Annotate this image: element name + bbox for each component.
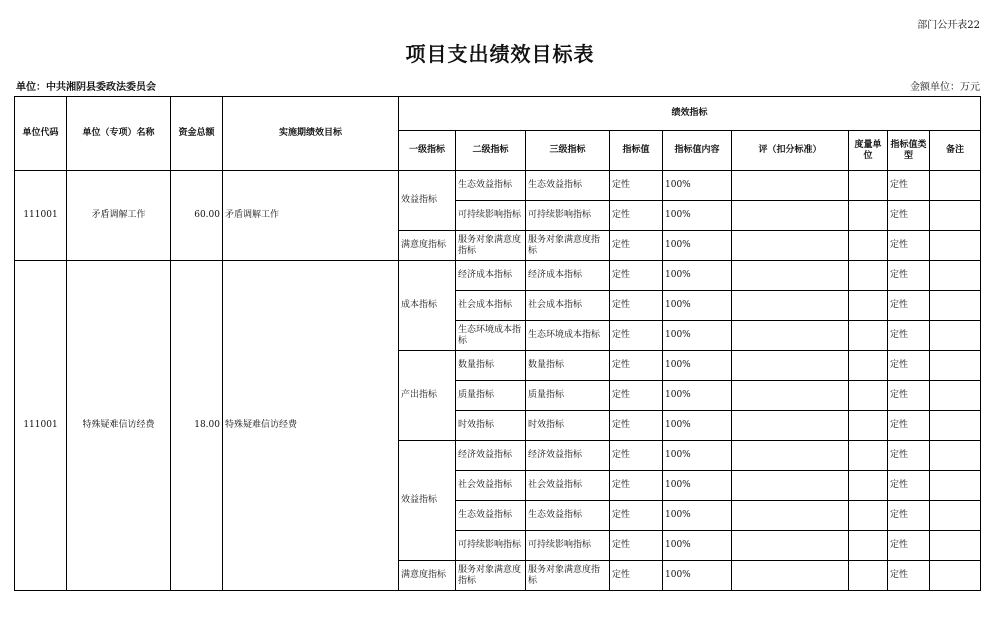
indicator-value: 定性: [610, 231, 663, 261]
remark: [930, 381, 981, 411]
remark: [930, 471, 981, 501]
scoring-standard: [732, 231, 849, 261]
fund-total: 60.00: [171, 171, 223, 261]
fund-total: 18.00: [171, 261, 223, 591]
remark: [930, 411, 981, 441]
indicator-value: 定性: [610, 501, 663, 531]
remark: [930, 261, 981, 291]
level1-indicator: 成本指标: [399, 261, 456, 351]
indicator-content: 100%: [663, 381, 732, 411]
level3-indicator: 经济成本指标: [526, 261, 610, 291]
level3-indicator: 生态效益指标: [526, 501, 610, 531]
level3-indicator: 服务对象满意度指标: [526, 231, 610, 261]
level1-indicator: 产出指标: [399, 351, 456, 441]
value-type: 定性: [888, 291, 930, 321]
value-type: 定性: [888, 201, 930, 231]
project-name: 特殊疑难信访经费: [67, 261, 171, 591]
value-type: 定性: [888, 261, 930, 291]
measure-unit: [849, 171, 888, 201]
form-number: 部门公开表22: [917, 20, 980, 31]
level3-indicator: 质量指标: [526, 381, 610, 411]
scoring-standard: [732, 291, 849, 321]
value-type: 定性: [888, 501, 930, 531]
remark: [930, 501, 981, 531]
measure-unit: [849, 381, 888, 411]
value-type: 定性: [888, 351, 930, 381]
indicator-value: 定性: [610, 201, 663, 231]
remark: [930, 201, 981, 231]
unit-code: 111001: [15, 171, 67, 261]
measure-unit: [849, 561, 888, 591]
header-lvl1: 一级指标: [399, 131, 456, 171]
table-body: [15, 171, 981, 591]
scoring-standard: [732, 171, 849, 201]
value-type: 定性: [888, 441, 930, 471]
remark: [930, 291, 981, 321]
remark: [930, 531, 981, 561]
level3-indicator: 社会效益指标: [526, 471, 610, 501]
remark: [930, 321, 981, 351]
header-name: 单位（专项）名称: [67, 97, 171, 171]
scoring-standard: [732, 501, 849, 531]
value-type: 定性: [888, 171, 930, 201]
indicator-content: 100%: [663, 531, 732, 561]
level3-indicator: 时效指标: [526, 411, 610, 441]
indicator-value: 定性: [610, 291, 663, 321]
unit-code: 111001: [15, 261, 67, 591]
level2-indicator: 社会效益指标: [456, 471, 526, 501]
level2-indicator: 生态效益指标: [456, 171, 526, 201]
level1-indicator: 效益指标: [399, 171, 456, 231]
indicator-content: 100%: [663, 261, 732, 291]
indicator-value: 定性: [610, 381, 663, 411]
level2-indicator: 可持续影响指标: [456, 201, 526, 231]
remark: [930, 171, 981, 201]
indicator-value: 定性: [610, 411, 663, 441]
level2-indicator: 经济成本指标: [456, 261, 526, 291]
scoring-standard: [732, 531, 849, 561]
indicator-value: 定性: [610, 441, 663, 471]
measure-unit: [849, 351, 888, 381]
remark: [930, 351, 981, 381]
value-type: 定性: [888, 561, 930, 591]
level3-indicator: 经济效益指标: [526, 441, 610, 471]
scoring-standard: [732, 441, 849, 471]
header-total: 资金总额: [171, 97, 223, 171]
page-title: 项目支出绩效目标表: [405, 42, 595, 66]
value-type: 定性: [888, 531, 930, 561]
indicator-content: 100%: [663, 171, 732, 201]
measure-unit: [849, 471, 888, 501]
level3-indicator: 服务对象满意度指标: [526, 561, 610, 591]
table-row: [15, 261, 981, 291]
indicator-value: 定性: [610, 561, 663, 591]
indicator-value: 定性: [610, 471, 663, 501]
level2-indicator: 生态环境成本指标: [456, 321, 526, 351]
scoring-standard: [732, 261, 849, 291]
header-content: 指标值内容: [663, 131, 732, 171]
header-vtype: 指标值类型: [888, 131, 930, 171]
indicator-content: 100%: [663, 561, 732, 591]
measure-unit: [849, 321, 888, 351]
scoring-standard: [732, 321, 849, 351]
header-value: 指标值: [610, 131, 663, 171]
header-score: 评（扣分标准）: [732, 131, 849, 171]
remark: [930, 441, 981, 471]
scoring-standard: [732, 351, 849, 381]
indicator-content: 100%: [663, 291, 732, 321]
amount-unit-label: 金额单位：万元: [910, 82, 980, 93]
header-lvl2: 二级指标: [456, 131, 526, 171]
header-note: 备注: [930, 131, 981, 171]
level3-indicator: 可持续影响指标: [526, 201, 610, 231]
remark: [930, 231, 981, 261]
measure-unit: [849, 531, 888, 561]
measure-unit: [849, 501, 888, 531]
table-row: [15, 171, 981, 201]
indicator-value: 定性: [610, 321, 663, 351]
level3-indicator: 社会成本指标: [526, 291, 610, 321]
level2-indicator: 服务对象满意度指标: [456, 231, 526, 261]
project-name: 矛盾调解工作: [67, 171, 171, 261]
level2-indicator: 时效指标: [456, 411, 526, 441]
level3-indicator: 可持续影响指标: [526, 531, 610, 561]
level2-indicator: 可持续影响指标: [456, 531, 526, 561]
scoring-standard: [732, 201, 849, 231]
performance-goal: 特殊疑难信访经费: [223, 261, 399, 591]
measure-unit: [849, 201, 888, 231]
level2-indicator: 数量指标: [456, 351, 526, 381]
scoring-standard: [732, 471, 849, 501]
measure-unit: [849, 411, 888, 441]
level2-indicator: 质量指标: [456, 381, 526, 411]
value-type: 定性: [888, 471, 930, 501]
level1-indicator: 满意度指标: [399, 561, 456, 591]
measure-unit: [849, 441, 888, 471]
header-code: 单位代码: [15, 97, 67, 171]
header-goal: 实施期绩效目标: [223, 97, 399, 171]
value-type: 定性: [888, 321, 930, 351]
level2-indicator: 社会成本指标: [456, 291, 526, 321]
level2-indicator: 服务对象满意度指标: [456, 561, 526, 591]
remark: [930, 561, 981, 591]
indicator-value: 定性: [610, 171, 663, 201]
header-perf: 绩效指标: [399, 97, 981, 131]
measure-unit: [849, 231, 888, 261]
scoring-standard: [732, 561, 849, 591]
value-type: 定性: [888, 411, 930, 441]
indicator-content: 100%: [663, 441, 732, 471]
level1-indicator: 效益指标: [399, 441, 456, 561]
level2-indicator: 生态效益指标: [456, 501, 526, 531]
indicator-content: 100%: [663, 501, 732, 531]
indicator-value: 定性: [610, 351, 663, 381]
performance-goal: 矛盾调解工作: [223, 171, 399, 261]
indicator-content: 100%: [663, 201, 732, 231]
measure-unit: [849, 291, 888, 321]
indicator-content: 100%: [663, 471, 732, 501]
value-type: 定性: [888, 231, 930, 261]
unit-label: 单位：中共湘阴县委政法委员会: [16, 82, 156, 93]
indicator-value: 定性: [610, 531, 663, 561]
level2-indicator: 经济效益指标: [456, 441, 526, 471]
measure-unit: [849, 261, 888, 291]
indicator-content: 100%: [663, 321, 732, 351]
performance-table: [14, 96, 981, 591]
value-type: 定性: [888, 381, 930, 411]
level1-indicator: 满意度指标: [399, 231, 456, 261]
indicator-value: 定性: [610, 261, 663, 291]
indicator-content: 100%: [663, 351, 732, 381]
scoring-standard: [732, 411, 849, 441]
level3-indicator: 生态效益指标: [526, 171, 610, 201]
indicator-content: 100%: [663, 231, 732, 261]
indicator-content: 100%: [663, 411, 732, 441]
header-lvl3: 三级指标: [526, 131, 610, 171]
header-measure: 度量单位: [849, 131, 888, 171]
level3-indicator: 数量指标: [526, 351, 610, 381]
level3-indicator: 生态环境成本指标: [526, 321, 610, 351]
scoring-standard: [732, 381, 849, 411]
